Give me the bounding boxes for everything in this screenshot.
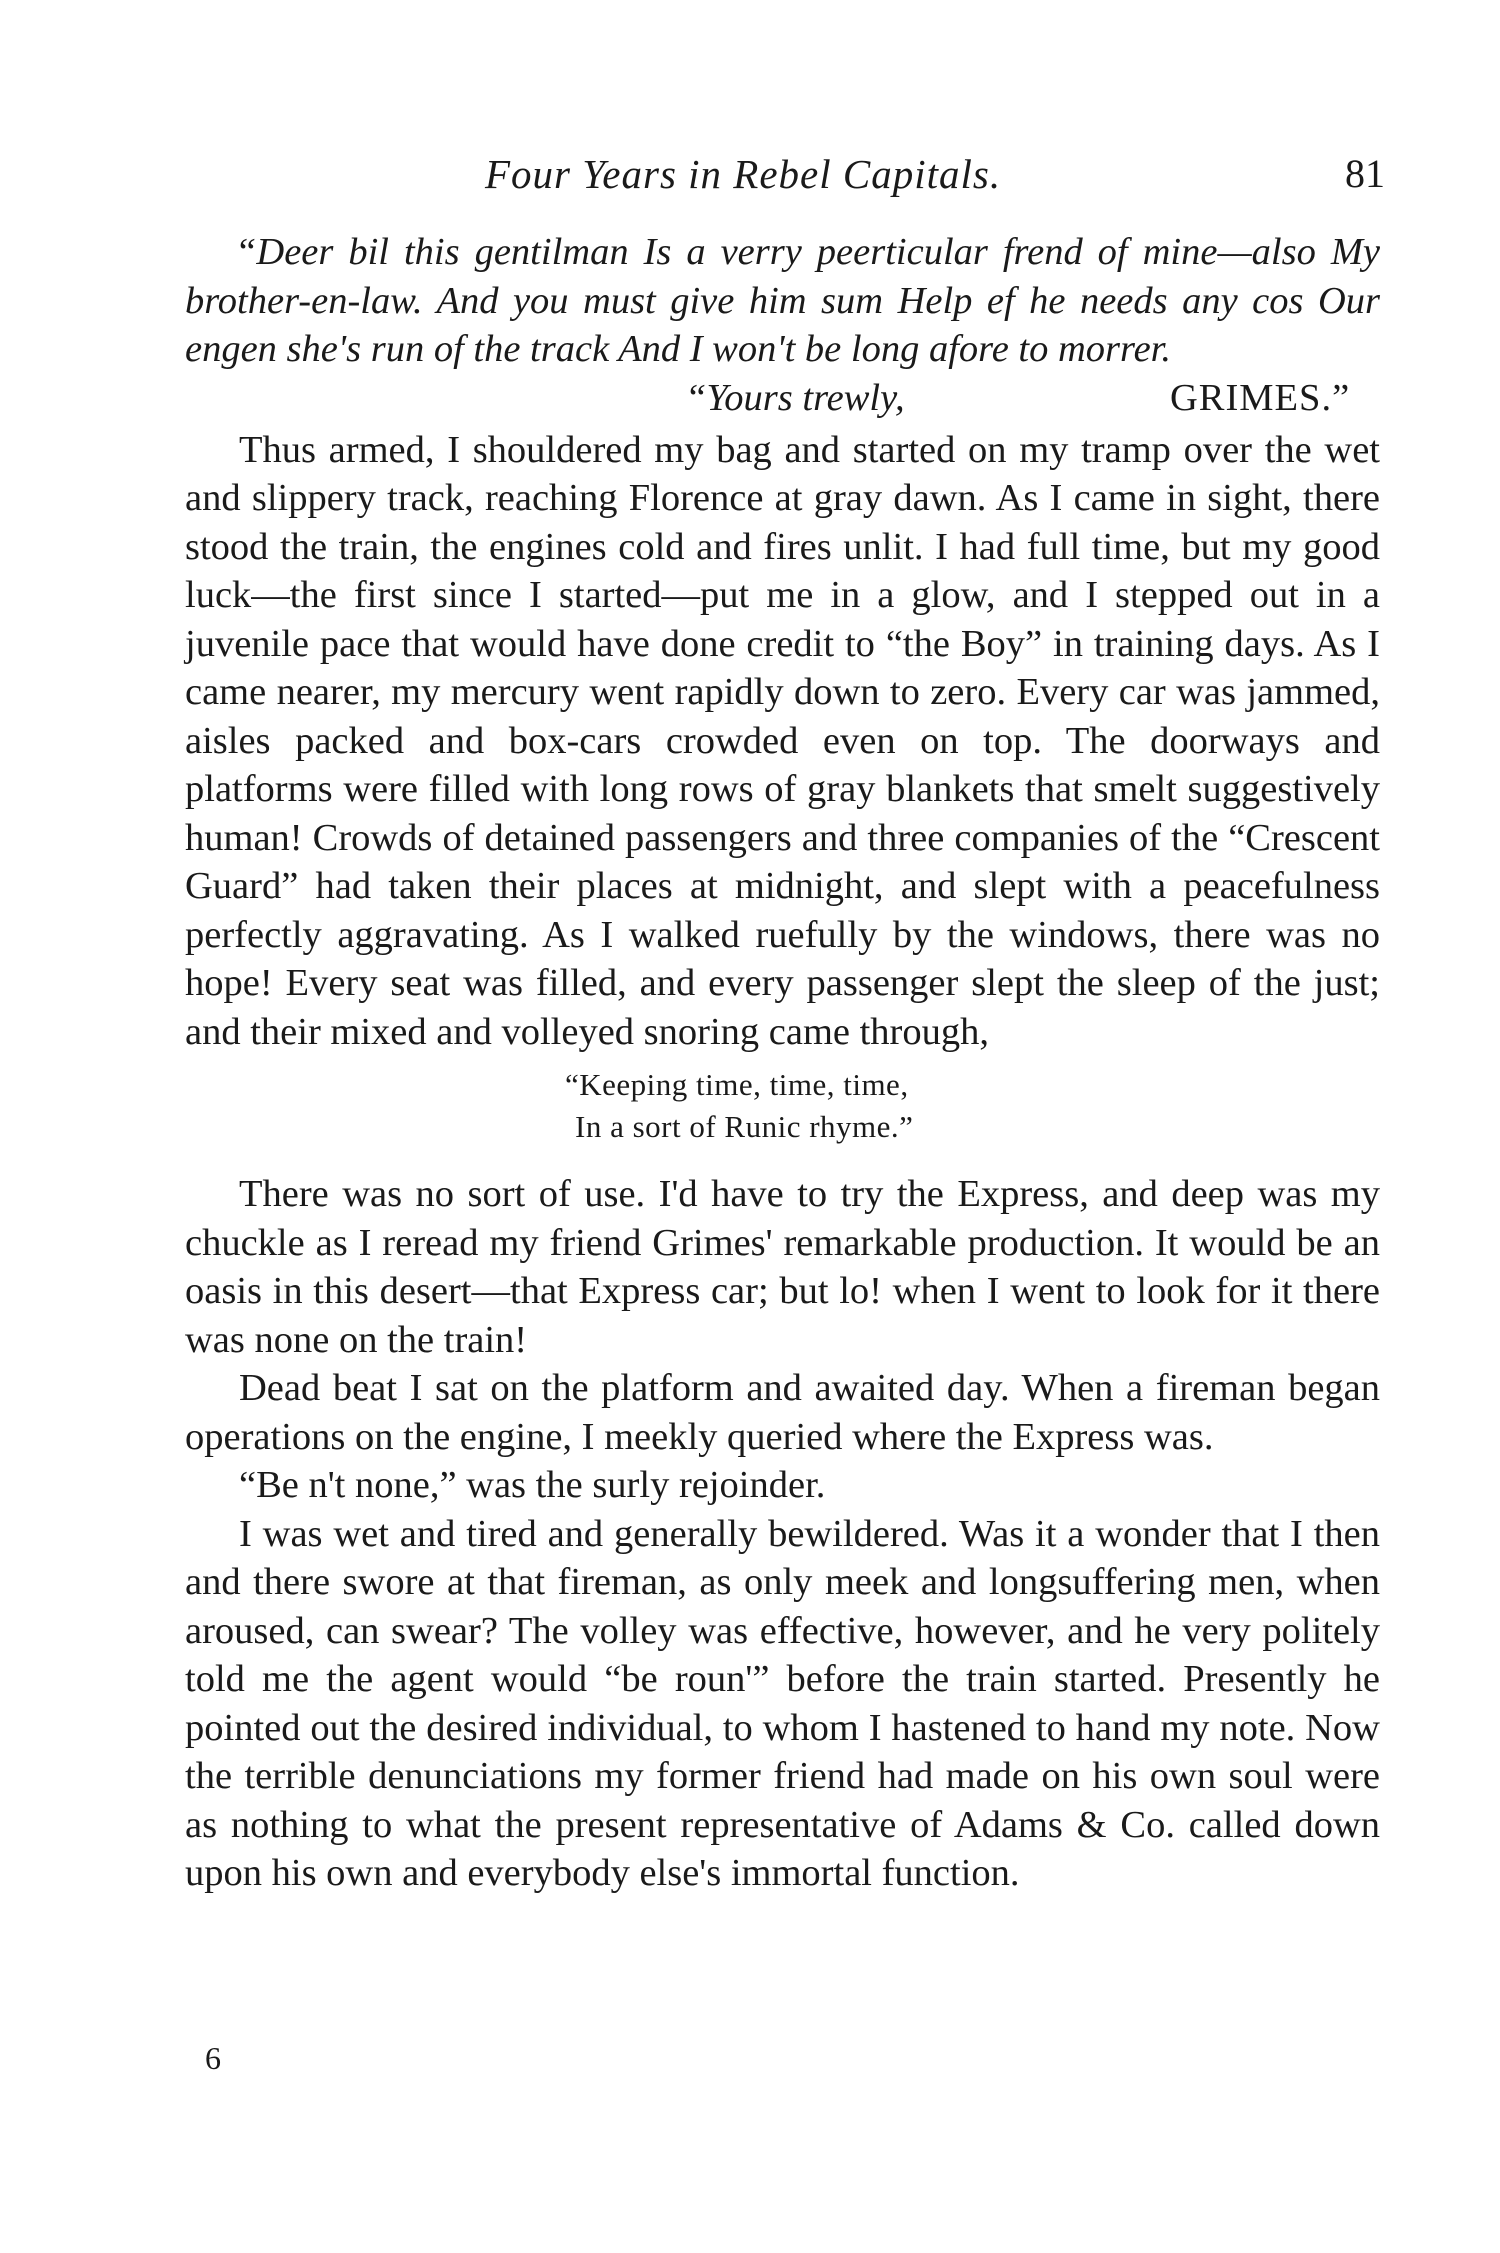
verse-line-1: “Keeping time, time, time, (565, 1067, 909, 1102)
verse-line-2: In a sort of Runic rhyme.” (575, 1109, 914, 1144)
paragraph-1: Thus armed, I shouldered my bag and started on my tramp over the wet and slippery track, reaching Florence at gray dawn. As I came in sight, there stood the train, the engines cold and fires unlit. I had full time, but my good luck—the first since I started—put me in a glow, and I stepped out in a juvenile pace that would have done credit to “the Boy” in training days. As I came nearer, my mercury went rapidly down to zero. Every car was jammed, aisles packed and box-cars crowded even on top. The doorways and platforms were filled with long rows of gray blankets that smelt suggestively human! Crowds of detained passengers and three companies of the “Crescent Guard” had taken their places at midnight, and slept with a peacefulness perfectly aggravating. As I walked ruefully by the windows, there was no hope! Every seat was filled, and every passenger slept the sleep of the just; and their mixed and volleyed snoring came through, (185, 428, 1380, 1053)
letter-body: “Deer bil this gentilman Is a verry peerticular frend of mine—also My brother-en-law. And you must give him sum Help ef he needs any cos Our engen she's run of the track And I won't be long afore to morrer. (185, 231, 1380, 370)
body-text (185, 228, 1380, 1898)
verse-quote (185, 1064, 1380, 1148)
letter-signoff (185, 374, 1380, 426)
paragraph-2: There was no sort of use. I'd have to try the Express, and deep was my chuckle as I reread my friend Grimes' remarkable production. It would be an oasis in this desert—that Express car; but lo! when I went to look for it there was none on the train! (185, 1173, 1380, 1361)
prose (185, 426, 1380, 1898)
page-header (185, 150, 1385, 210)
quoted-letter (185, 228, 1380, 426)
running-title: Four Years in Rebel Capitals. (485, 151, 1002, 197)
paragraph-3: Dead beat I sat on the platform and awaited day. When a fireman began operations on the engine, I meekly queried where the Express was. (185, 1367, 1380, 1458)
letter-closing: “Yours trewly, (685, 376, 905, 419)
paragraph-4: “Be n't none,” was the surly rejoinder. (239, 1464, 826, 1506)
signature-mark: 6 (205, 2040, 221, 2076)
paragraph-5: I was wet and tired and generally bewildered. Was it a wonder that I then and there swore at that fireman, as only meek and longsuffering men, when aroused, can swear? The volley was effective, however, and he very politely told me the agent would “be roun'” before the train started. Presently he pointed out the desired individual, to whom I hastened to hand my note. Now the terrible denunciations my former friend had made on his own soul were as nothing to what the present representative of Adams & Co. called down upon his own and everybody else's immortal function. (185, 1512, 1380, 1894)
letter-signature: GRIMES.” (1170, 376, 1351, 419)
page-number: 81 (1345, 151, 1385, 196)
